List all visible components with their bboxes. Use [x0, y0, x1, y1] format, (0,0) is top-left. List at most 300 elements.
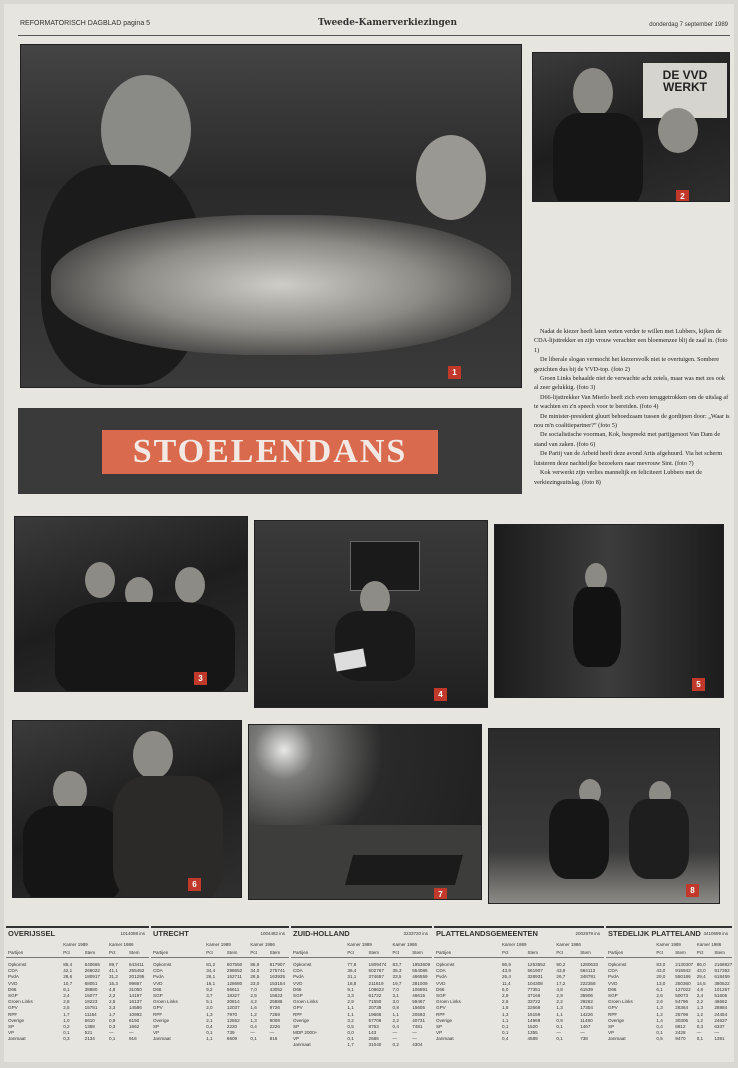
result-value: 640665 [84, 962, 100, 967]
result-value: 34,0 [250, 968, 260, 974]
party-name: SGP [608, 992, 618, 998]
result-value: 0,8 [392, 1005, 399, 1011]
col-pct: Pct [656, 950, 663, 955]
result-value: 83,0 [656, 962, 666, 967]
result-value: 275741 [269, 968, 286, 974]
result-value: 348781 [580, 974, 596, 980]
result-value: 7970 [226, 1011, 238, 1017]
party-name: MDP 2000+ [293, 1030, 318, 1036]
party-name: Opkomst [608, 962, 627, 967]
party-name: GPV [608, 1005, 618, 1011]
result-value: 2130307 [675, 962, 694, 967]
result-value: 33,5 [392, 974, 402, 980]
result-value: 28,5 [250, 974, 260, 980]
col-party: Partijen [293, 950, 309, 955]
party-name: Overige [436, 1017, 453, 1023]
result-value: 22669 [527, 1005, 541, 1011]
result-value: 1467 [580, 1023, 591, 1029]
result-value: 28884 [714, 1005, 728, 1011]
result-value: 26,4 [502, 974, 511, 980]
photo-number-badge: 4 [434, 688, 447, 701]
result-value: 0,2 [63, 1023, 70, 1029]
result-value: 521 [84, 1030, 93, 1036]
result-value: 13,0 [656, 980, 666, 986]
result-value: 43,9 [502, 968, 511, 974]
col-pct: Pct [392, 950, 400, 955]
caption-paragraph: De minister-president gluurt behoedzaam tussen de gordijnen door: „Waar is nou m'n coalitiepartner?” (foto 5) [534, 412, 730, 430]
photo-8-kok-congratulates-lubbers [488, 728, 720, 904]
result-value: 14,5 [696, 980, 706, 986]
photo-number-badge: 3 [194, 672, 207, 685]
result-value: 31040 [368, 1042, 382, 1048]
result-value: 77,8 [347, 962, 357, 967]
col-1989: Kamer 1989 [347, 942, 372, 947]
photo-3-groen-links [14, 516, 248, 692]
result-value: 153154 [269, 980, 286, 986]
result-value: 2,9 [556, 992, 563, 998]
result-value: 2,8 [63, 999, 70, 1005]
party-name: SP [608, 1023, 615, 1029]
party-name: RPF [608, 1011, 618, 1017]
col-1986: Kamer 1986 [696, 942, 722, 947]
photo-4-van-mierlo [254, 520, 488, 708]
result-value: 86,9 [250, 962, 260, 967]
result-value: 12037 [226, 1005, 240, 1011]
result-value: 6150 [128, 1017, 140, 1023]
party-name: D66 [8, 986, 17, 992]
result-value: 8812 [675, 1023, 686, 1029]
col-stem: Stem [527, 950, 539, 955]
result-value: 86,9 [502, 962, 511, 967]
table-rows [6, 962, 149, 1042]
result-value: 29,0 [656, 974, 666, 980]
result-value: 24637 [714, 1017, 728, 1023]
region-total: 3410699 ins [703, 931, 728, 936]
result-value: 0,1 [556, 1023, 563, 1029]
result-value: 31050 [128, 986, 142, 992]
result-value: 2,5 [108, 999, 116, 1005]
party-name: GPV [153, 1005, 163, 1011]
result-value: 0,5 [656, 1036, 663, 1042]
photo-number-badge: 6 [188, 878, 201, 891]
result-value: 46662 [714, 999, 728, 1005]
result-value: 2428 [675, 1030, 686, 1036]
result-value: 0,1 [656, 1030, 663, 1036]
result-value: 1,1 [347, 1005, 354, 1011]
result-value: 1,3 [502, 1011, 509, 1017]
region-name: OVERIJSSEL [8, 929, 56, 938]
result-value: 0,3 [696, 1023, 704, 1029]
result-value: 26,1 [206, 974, 216, 980]
result-value: 1391 [714, 1036, 725, 1042]
party-name: Overige [153, 1017, 170, 1023]
result-value: 1,1 [347, 1011, 354, 1017]
result-value: 1253552 [527, 962, 546, 967]
result-value: 108622 [368, 986, 384, 992]
party-name: Groen Links [608, 999, 633, 1005]
result-value: — [580, 1030, 585, 1036]
result-value: 5,1 [206, 999, 213, 1005]
party-name: Janmaat [8, 1036, 26, 1042]
result-value: 816 [269, 1036, 278, 1042]
result-value: 20593 [412, 1011, 426, 1017]
result-value: 0,4 [392, 1023, 399, 1029]
result-value: 77351 [527, 986, 541, 992]
photo-number-badge: 7 [434, 888, 447, 900]
party-name: D66 [293, 986, 302, 992]
result-value: 59467 [412, 999, 426, 1005]
photo-number-badge: 8 [686, 884, 699, 897]
col-stem: Stem [675, 950, 686, 955]
result-value: 26,7 [556, 974, 566, 980]
result-value: 1,6 [250, 1005, 257, 1011]
result-value: 917352 [714, 968, 730, 974]
result-value: 14226 [580, 1011, 593, 1017]
result-value: 1,3 [556, 1005, 563, 1011]
result-value: 29,4 [696, 974, 706, 980]
result-value: 25886 [269, 999, 283, 1005]
party-name: SGP [293, 992, 303, 998]
party-name: PvdA [608, 974, 619, 980]
result-value: 35,3 [392, 968, 402, 974]
col-1986: Kamer 1986 [392, 942, 418, 947]
result-value: 8763 [368, 1023, 379, 1029]
result-value: 43,0 [656, 968, 666, 974]
party-name: VVD [293, 980, 303, 986]
result-value: 71550 [368, 999, 382, 1005]
party-name: Groen Links [293, 999, 318, 1005]
result-value: 211619 [368, 980, 384, 986]
result-value: 10,7 [63, 980, 73, 986]
result-value: 9008 [269, 1017, 280, 1023]
result-value: 28,6 [63, 974, 73, 980]
result-value: 2,0 [206, 1005, 213, 1011]
result-value: 1520 [527, 1023, 538, 1029]
col-stem: Stem [84, 950, 96, 955]
col-1986: Kamer 1986 [556, 942, 581, 947]
result-value: 41,1 [108, 968, 118, 974]
result-value: 90,2 [556, 962, 566, 967]
col-pct: Pct [696, 950, 704, 955]
caption-paragraph: Groen Links behaalde niet de verwachte acht zetels, maar was met zes ook al zeer gelukkig. (foto 3) [534, 375, 726, 392]
party-name: VP [8, 1030, 15, 1036]
result-value: 0,4 [502, 1036, 509, 1042]
result-value: 6,1 [656, 986, 663, 992]
col-1986: Kamer 1986 [250, 942, 275, 947]
result-value: — [556, 1030, 561, 1036]
table-header [606, 928, 732, 940]
results-table [606, 926, 732, 1060]
result-value: 61722 [368, 992, 382, 998]
result-value: 15623 [269, 992, 283, 998]
election-results-tables [6, 926, 732, 1060]
result-value: 43,9 [556, 968, 566, 974]
result-value: 0,1 [250, 1036, 257, 1042]
party-name: Janmaat [436, 1036, 454, 1042]
party-name: Janmaat [608, 1036, 626, 1042]
table-row [291, 1042, 432, 1048]
page-header [18, 16, 730, 36]
table-header [151, 928, 289, 940]
header-date: donderdag 7 september 1989 [649, 22, 728, 28]
result-value: — [269, 1030, 275, 1036]
result-value: 34,4 [206, 968, 216, 974]
party-name: SP [436, 1023, 443, 1029]
result-value: 1,3 [250, 1017, 257, 1023]
result-value: 6,0 [502, 986, 509, 992]
result-value: 0,3 [63, 1036, 70, 1042]
col-party: Partijen [8, 950, 24, 955]
col-stem: Stem [412, 950, 423, 955]
result-value: — [392, 1036, 398, 1042]
table-column-headers [6, 942, 149, 958]
party-name: CDA [436, 968, 446, 974]
result-value: — [128, 1030, 134, 1036]
result-value: 2,1 [206, 1017, 213, 1023]
party-name: SP [153, 1023, 160, 1029]
result-value: 180917 [84, 974, 100, 980]
party-name: VVD [436, 980, 446, 986]
result-value: 2,9 [502, 992, 509, 998]
result-value: 36,4 [347, 968, 357, 974]
party-name: D66 [608, 986, 617, 992]
result-value: 618459 [714, 974, 730, 980]
result-value: 0,1 [206, 1030, 213, 1036]
region-name: PLATTELANDSGEMEENTEN [436, 929, 538, 938]
table-row [434, 1036, 604, 1042]
result-value: — [412, 1030, 417, 1036]
result-value: 4,8 [696, 986, 704, 992]
result-value: 99867 [128, 980, 142, 986]
caption-paragraph: Nadat de kiezer heeft laten weten verder te willen met Lubbers, kijken de CDA-lijsttrekker en zijn vrouw verachter een bloemenzee blij de zaal in. (foto 1) [534, 328, 728, 354]
result-value: 3,0 [392, 999, 399, 1005]
result-value: 222358 [580, 980, 596, 986]
col-pct: Pct [347, 950, 354, 955]
col-stem: Stem [368, 950, 380, 955]
result-value: 3,7 [206, 992, 213, 998]
result-value: 30306 [675, 1017, 689, 1023]
table-row [6, 1036, 149, 1042]
result-value: 1,0 [63, 1017, 70, 1023]
vvd-slogan-sign: DE VVD WERKT [643, 63, 727, 118]
region-name: STEDELIJK PLATTELAND [608, 929, 701, 938]
result-value: 9,2 [206, 986, 213, 992]
result-value: 86,0 [696, 962, 706, 967]
region-name: UTRECHT [153, 929, 189, 938]
result-value: 106891 [412, 986, 428, 992]
result-value: 1,2 [696, 1011, 704, 1017]
result-value: 46615 [412, 992, 426, 998]
photo-captions [534, 327, 730, 487]
photo-number-badge: 1 [448, 366, 461, 379]
table-column-headers [151, 942, 289, 958]
result-value: 1662 [128, 1023, 140, 1029]
result-value: 127022 [675, 986, 691, 992]
party-name: RPF [153, 1011, 163, 1017]
headline-title: STOELENDANS [102, 430, 438, 474]
result-value: 15,3 [108, 980, 118, 986]
result-value: 9726 [269, 1005, 280, 1011]
col-stem: Stem [269, 950, 281, 955]
col-pct: Pct [63, 950, 70, 955]
result-value: 0,2 [392, 1042, 399, 1048]
result-value: 19666 [368, 1011, 382, 1017]
table-header [434, 928, 604, 940]
result-value: 57706 [368, 1017, 382, 1023]
result-value: 328931 [527, 974, 543, 980]
table-rows [151, 962, 289, 1042]
result-value: 1,7 [63, 1011, 70, 1017]
result-value: 7,0 [250, 986, 257, 992]
result-value: 1,1 [392, 1011, 399, 1017]
party-name: RPF [436, 1011, 446, 1017]
table-header [6, 928, 149, 940]
result-value: 2,4 [696, 992, 704, 998]
result-value: 35906 [580, 992, 593, 998]
result-value: 16,1 [206, 980, 216, 986]
party-name: PvdA [153, 974, 164, 980]
party-name: CDA [153, 968, 163, 974]
col-party: Partijen [608, 950, 624, 955]
result-value: 1,8 [502, 1005, 509, 1011]
region-total: 2002979 ins [575, 931, 600, 936]
result-value: 51605 [714, 992, 728, 998]
result-value: 1358 [84, 1023, 95, 1029]
result-value: 0,3 [108, 1023, 116, 1029]
result-value: 2,5 [63, 1005, 70, 1011]
result-value: 0,9 [108, 1017, 116, 1023]
party-name: VP [153, 1030, 160, 1036]
header-section-title: Tweede-Kamerverkiezingen [318, 18, 458, 28]
photo-1-lubbers-flowers [20, 44, 522, 388]
result-value: 43052 [269, 986, 283, 992]
result-value: 56611 [226, 986, 240, 992]
party-name: CDA [293, 968, 303, 974]
result-value: 2,2 [696, 999, 704, 1005]
result-value: 817907 [269, 962, 286, 967]
col-stem: Stem [580, 950, 591, 955]
results-table [151, 926, 289, 1060]
caption-paragraph: De socialistische voorman, Kok, bespreekt met partijgenoot Van Dam de stand van zaken. (foto 6) [534, 431, 721, 448]
caption-paragraph: De liberale slogan vermocht het kiezersvolk niet te overtuigen. Sombere gezichten dus bij de VVD-top. (foto 2) [534, 356, 720, 373]
table-rows [606, 962, 732, 1042]
party-name: D66 [153, 986, 162, 992]
result-value: 4,8 [108, 986, 116, 992]
result-value: 15159 [527, 1011, 541, 1017]
result-value: 50073 [675, 992, 689, 998]
result-value: 6337 [714, 1023, 725, 1029]
party-name: VP [608, 1030, 615, 1036]
result-value: 0,0 [347, 1030, 354, 1036]
party-name: Opkomst [8, 962, 27, 967]
photo-2-vvd-top [532, 52, 730, 202]
result-value: 1355 [527, 1030, 538, 1036]
party-name: D66 [436, 986, 445, 992]
party-name: SGP [436, 992, 446, 998]
table-row [151, 1036, 289, 1042]
result-value: 281009 [412, 980, 428, 986]
result-value: 2,2 [392, 1017, 399, 1023]
result-value: 42,1 [63, 968, 73, 974]
col-pct: Pct [250, 950, 257, 955]
result-value: 265452 [128, 968, 145, 974]
result-value: 2134 [84, 1036, 95, 1042]
result-value: 0,5 [347, 1023, 354, 1029]
result-value: — [714, 1030, 719, 1036]
result-value: 266022 [84, 968, 100, 974]
result-value: 81,2 [206, 962, 216, 967]
party-name: Overige [608, 1017, 625, 1023]
result-value: 15781 [84, 1005, 98, 1011]
result-value: 163935 [269, 974, 286, 980]
party-name: Groen Links [436, 999, 461, 1005]
result-value: 18,8 [347, 980, 357, 986]
result-value: 33722 [527, 999, 541, 1005]
party-name: Groen Links [153, 999, 178, 1005]
party-name: CDA [608, 968, 618, 974]
caption-paragraph: D66-lijsttrekker Van Mierlo heeft zich even teruggetrokken om de uitslag af te wachten en z'n speech voor te bereiden. (foto 4) [534, 393, 729, 411]
photo-5-prime-minister-curtains [494, 524, 724, 698]
party-name: VP [293, 1036, 300, 1042]
col-pct: Pct [502, 950, 509, 955]
party-name: Janmaat [293, 1042, 311, 1048]
result-value: 1953609 [412, 962, 431, 967]
party-name: Opkomst [436, 962, 455, 967]
result-value: 1,3 [696, 1005, 704, 1011]
table-rows [434, 962, 604, 1042]
region-total: 1014088 ins [120, 931, 145, 936]
result-value: 14197 [128, 992, 142, 998]
result-value: 502767 [368, 968, 384, 974]
result-value: 1,3 [206, 1011, 213, 1017]
result-value: — [392, 1030, 398, 1036]
result-value: 2,4 [63, 992, 70, 998]
party-name: Overige [8, 1017, 25, 1023]
result-value: 807550 [226, 962, 243, 967]
photo-7-artis-screen [248, 724, 482, 900]
result-value: 250360 [675, 980, 691, 986]
result-value: 739 [226, 1030, 235, 1036]
results-table [6, 926, 149, 1060]
party-name: Overige [293, 1017, 310, 1023]
result-value: 0,4 [250, 1023, 257, 1029]
result-value: 11,4 [502, 980, 511, 986]
result-value: 11490 [580, 1017, 593, 1023]
result-value: — [412, 1036, 417, 1042]
result-value: 15077 [84, 992, 98, 998]
result-value: 43,0 [696, 968, 706, 974]
result-value: 4589 [527, 1036, 538, 1042]
col-1986: Kamer 1986 [108, 942, 134, 947]
result-value: 643411 [128, 962, 144, 967]
result-value: 1,2 [656, 1011, 663, 1017]
result-value: 0,1 [696, 1036, 704, 1042]
result-value: 19,7 [392, 980, 402, 986]
party-name: SGP [8, 992, 18, 998]
result-value: 0,9 [556, 1017, 563, 1023]
result-value: 15605 [412, 1005, 426, 1011]
result-value: 40731 [412, 1017, 426, 1023]
result-value: 83,7 [392, 962, 402, 967]
photo-6-kok-van-dam [12, 720, 242, 898]
result-value: 2226 [269, 1023, 280, 1029]
result-value: — [696, 1030, 702, 1036]
party-name: GPV [8, 1005, 18, 1011]
result-value: 6610 [84, 1017, 95, 1023]
result-value: 0,1 [63, 1030, 70, 1036]
region-total: 1004482 ins [260, 931, 285, 936]
table-column-headers [434, 942, 604, 958]
